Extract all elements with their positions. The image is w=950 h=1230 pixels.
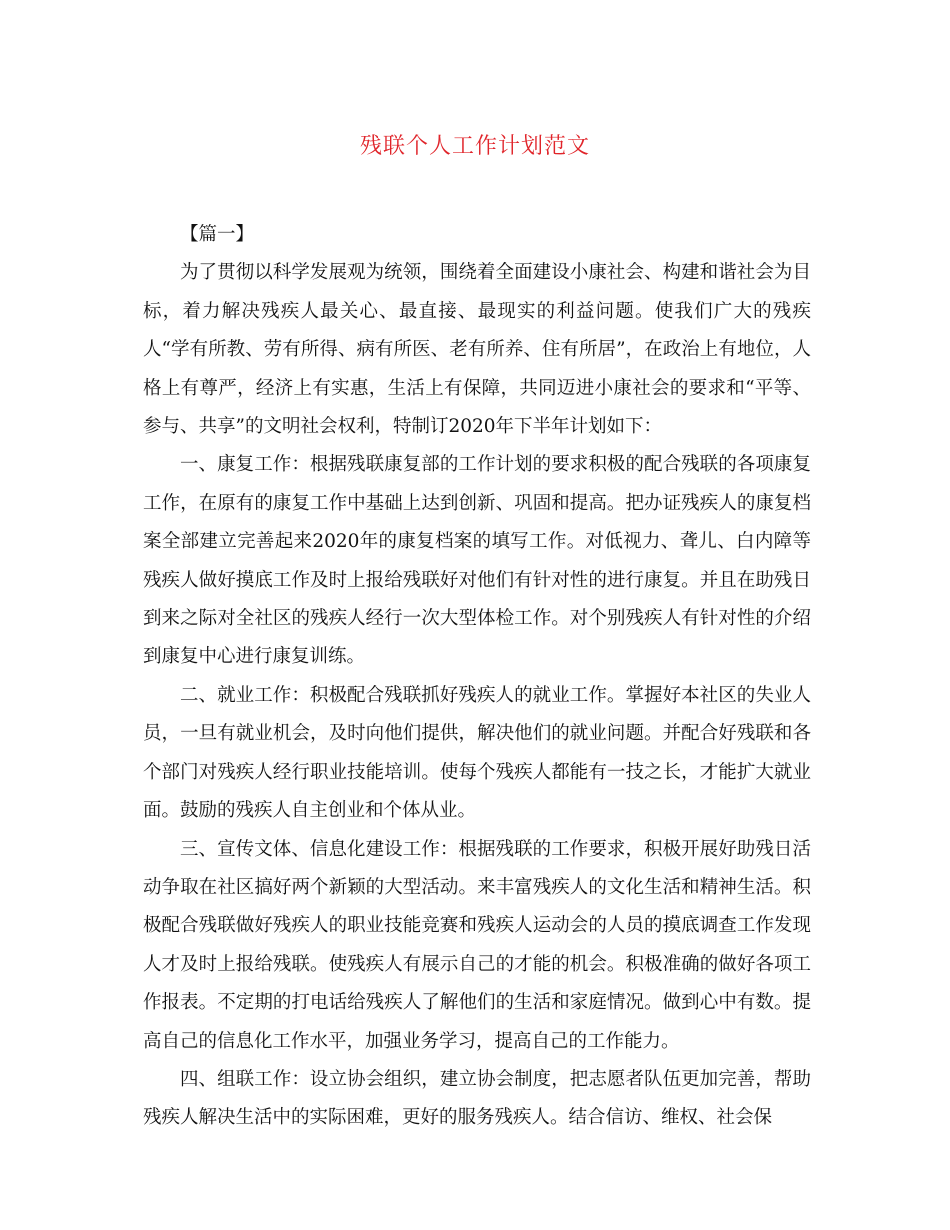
paragraph-organization: 四、组联工作：设立协会组织，建立协会制度，把志愿者队伍更加完善，帮助残疾人解决生活中的实际困难，更好的服务残疾人。结合信访、维权、社会保 bbox=[143, 1068, 811, 1129]
section-heading: 【篇一】 bbox=[180, 224, 255, 245]
paragraph-publicity: 三、宣传文体、信息化建设工作：根据残联的工作要求，积极开展好助残日活动争取在社区搞好两个新颖的大型活动。来丰富残疾人的文化生活和精神生活。积极配合残联做好残疾人的职业技能竞赛和残疾人运动会的人员的摸底调查工作发现人才及时上报给残联。使残疾人有展示自己的才能的机会。积极准确的做好各项工作报表。不定期的打电话给残疾人了解他们的生活和家庭情况。做到心中有数。提高自己的信息化工作水平，加强业务学习，提高自己的工作能力。 bbox=[143, 838, 811, 1052]
document-title: 残联个人工作计划范文 bbox=[359, 134, 590, 159]
paragraph-rehabilitation: 一、康复工作：根据残联康复部的工作计划的要求积极的配合残联的各项康复工作，在原有的康复工作中基础上达到创新、巩固和提高。把办证残疾人的康复档案全部建立完善起来2020年的康复档案的填写工作。对低视力、聋儿、白内障等残疾人做好摸底工作及时上报给残联好对他们有针对性的进行康复。并且在助残日到来之际对全社区的残疾人经行一次大型体检工作。对个别残疾人有针对性的介绍到康复中心进行康复训练。 bbox=[143, 454, 811, 668]
paragraph-intro: 为了贯彻以科学发展观为统领，围绕着全面建设小康社会、构建和谐社会为目标，着力解决残疾人最关心、最直接、最现实的利益问题。使我们广大的残疾人“学有所教、劳有所得、病有所医、老有所养、住有所居”，在政治上有地位，人格上有尊严，经济上有实惠，生活上有保障，共同迈进小康社会的要求和“平等、参与、共享”的文明社会权利，特制订2020年下半年计划如下： bbox=[143, 262, 811, 438]
document-body bbox=[143, 216, 811, 1138]
paragraph-employment: 二、就业工作：积极配合残联抓好残疾人的就业工作。掌握好本社区的失业人员，一旦有就业机会，及时向他们提供，解决他们的就业问题。并配合好残联和各个部门对残疾人经行职业技能培训。使每个残疾人都能有一技之长，才能扩大就业面。鼓励的残疾人自主创业和个体从业。 bbox=[143, 684, 811, 822]
